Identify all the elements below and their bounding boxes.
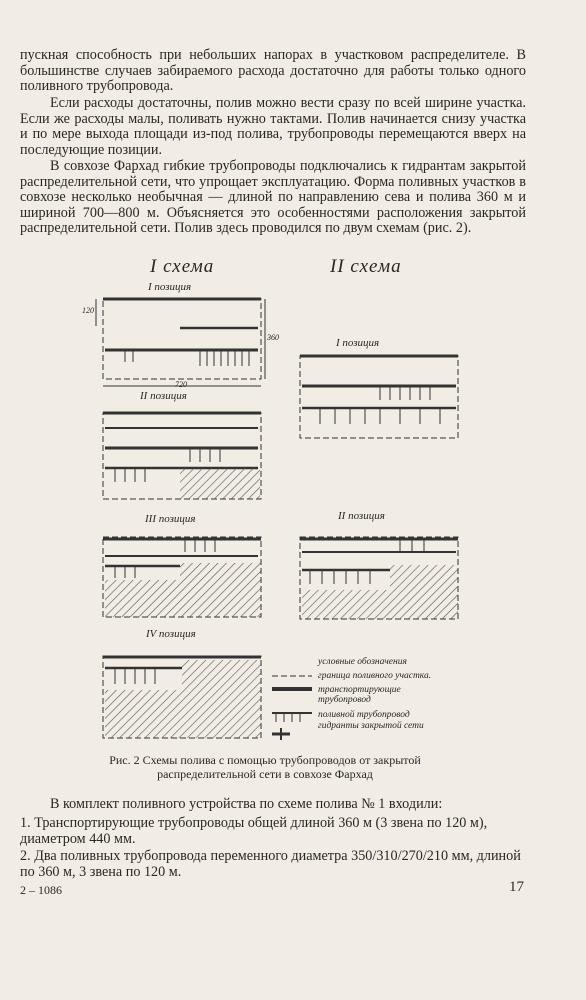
dim-120-label: 120	[82, 306, 94, 315]
dim-360-label: 360	[267, 333, 279, 342]
s2-position-1-plot	[300, 356, 458, 438]
legend-hydrants: гидранты закрытой сети	[318, 721, 424, 731]
legend-boundary: граница поливного участка.	[318, 671, 432, 681]
s1-position-2-plot	[103, 413, 261, 499]
list-item-2: 2. Два поливных трубопровода переменного диаметра 350/310/270/210 мм, длиной по 360 м, 3 звена по 120 м.	[20, 848, 521, 880]
legend-transport: транспортирующие трубопровод	[318, 685, 401, 705]
s2-position-2-label: II позиция	[338, 510, 385, 522]
figure-caption: Рис. 2 Схемы полива с помощью трубопроводов от закрытой распределительной сети в совхозе Фархад	[109, 753, 421, 781]
scheme-1-title: I схема	[150, 256, 215, 277]
paragraph-4: В комплект поливного устройства по схеме полива № 1 входили:	[50, 796, 443, 812]
s1-position-1-plot	[96, 299, 265, 386]
s2-position-1-label: I позиция	[336, 337, 380, 349]
dim-720-label: 720	[175, 380, 187, 389]
s1-position-1-label: I позиция	[148, 281, 192, 293]
legend-irrigation: поливной трубопровод	[318, 710, 410, 720]
paragraph-1: пускная способность при небольших напорах в участковом распределителе. В большинстве случаев забираемого расхода достаточно для работы только одного поливного трубопровода.	[20, 47, 526, 95]
list-item-1: 1. Транспортирующие трубопроводы общей длиной 360 м (3 звена по 120 м), диаметром 440 мм.	[20, 815, 488, 847]
scheme-2-title: II схема	[330, 256, 402, 277]
legend-symbols	[272, 676, 312, 740]
paragraph-2: Если расходы достаточны, полив можно вести сразу по всей ширине участка. Если же расходы малы, поливать нужно тактами. Полив начинается снизу участка и по мере выхода площади из-под полива, трубопроводы перемещаются вверх на последующие позиции.	[20, 95, 526, 158]
printer-signature: 2 – 1086	[20, 883, 62, 897]
s1-position-2-label: II позиция	[140, 390, 187, 402]
s1-position-4-label: IV позиция	[146, 628, 196, 640]
s2-position-2-plot	[300, 537, 458, 619]
s1-position-3-plot	[103, 537, 261, 617]
paragraph-3: В совхозе Фархад гибкие трубопроводы подключались к гидрантам закрытой распределительной сети, что упрощает эксплуатацию. Форма поливных участков в совхозе несколько необычная — длиной по направлению сева и полива 360 м и шириной 700—800 м. Объясняется это особенностями расположения закрытой распределительной сети. Полив здесь проводился по двум схемам (рис. 2).	[20, 158, 526, 237]
page-number: 17	[509, 879, 524, 895]
s1-position-3-label: III позиция	[145, 513, 196, 525]
s1-position-4-plot	[103, 656, 261, 738]
legend-title: условные обозначения	[318, 657, 407, 667]
